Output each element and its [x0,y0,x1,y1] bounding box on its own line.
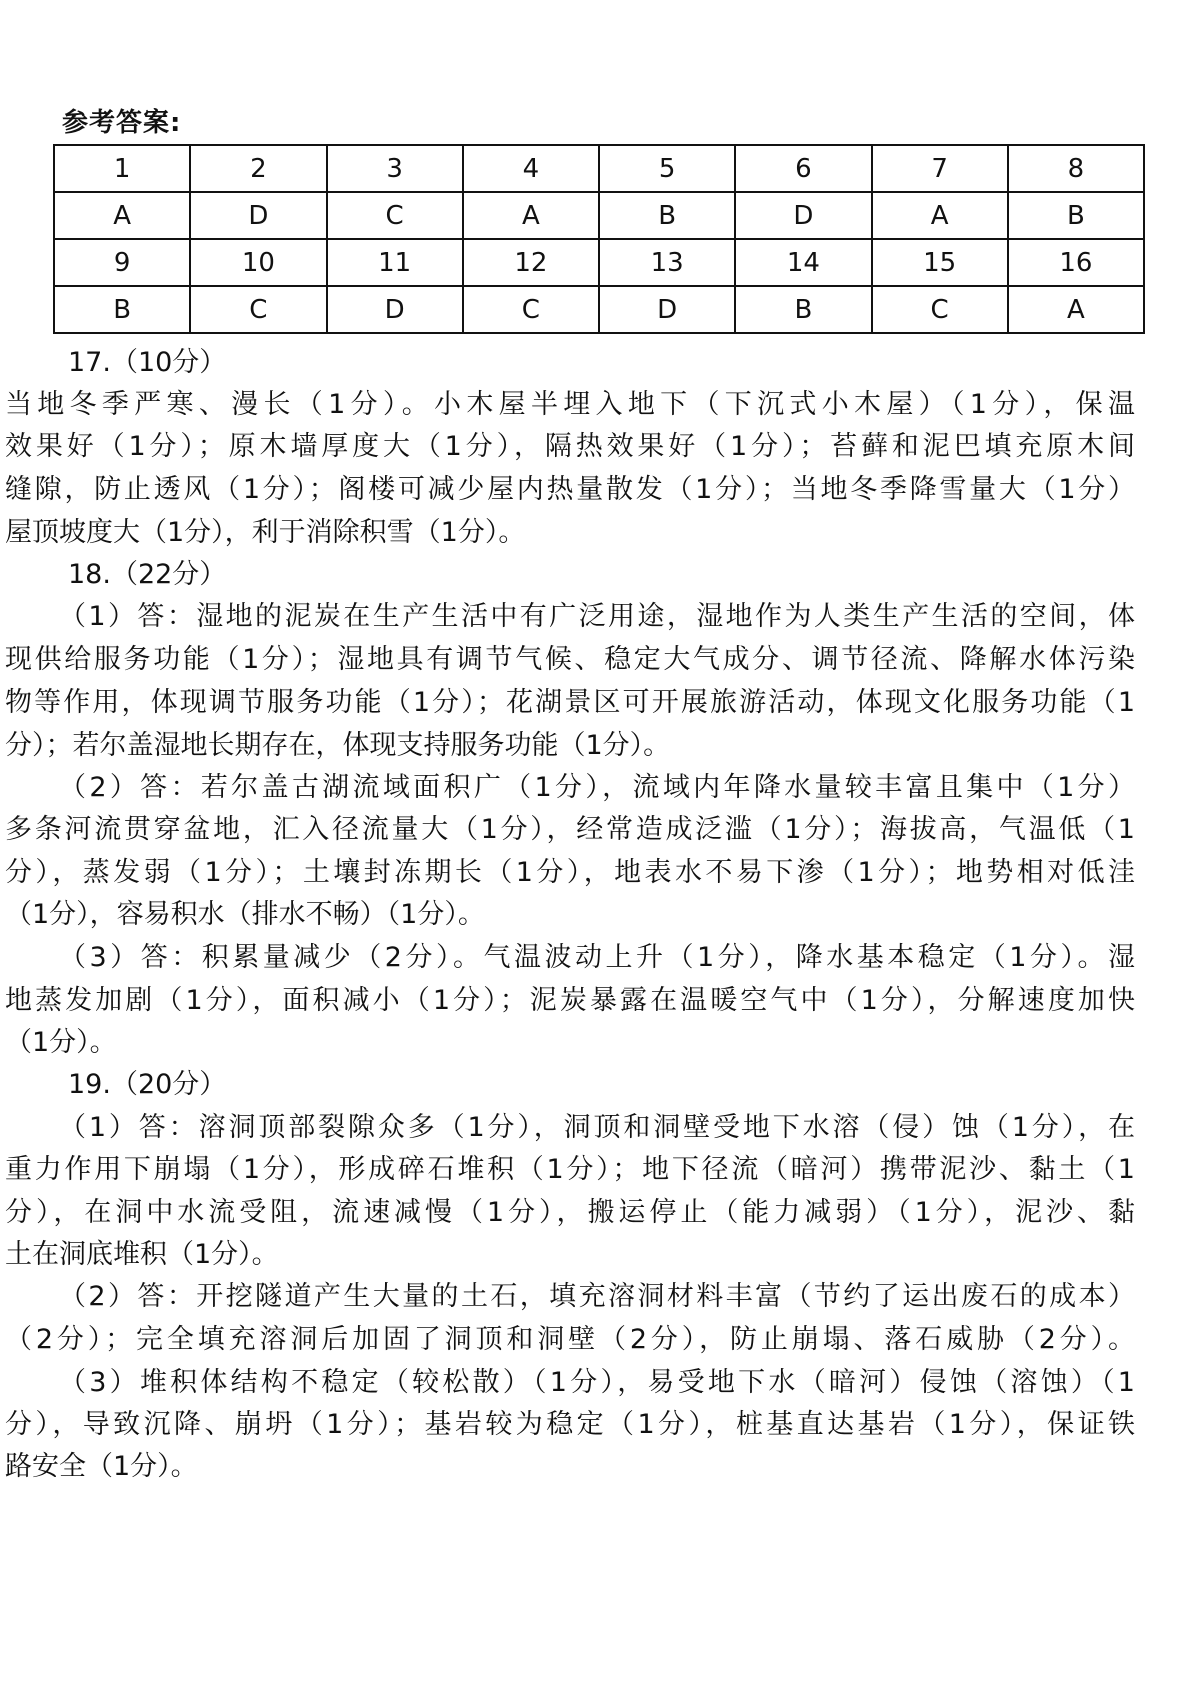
question-number-cell: 16 [1008,239,1144,286]
answer-text-line [0,1147,1200,1193]
line-text: （1）答：湿地的泥炭在生产生活中有广泛用途，湿地作为人类生产生活的空间，体 [59,601,1135,632]
answer-cell: C [190,286,326,333]
answer-cell: B [54,286,190,333]
answer-cell: A [1008,286,1144,333]
answer-text-line [0,723,1200,769]
line-text: 分）；若尔盖湿地长期存在，体现支持服务功能（1分）。 [5,730,671,761]
question-heading [0,552,1200,598]
question-number-cell: 13 [599,239,735,286]
question-number-cell: 8 [1008,145,1144,192]
line-text: 分），在洞中水流受阻，流速减慢（1分），搬运停止（能力减弱）（1分），泥沙、黏 [5,1197,1135,1228]
question-number-cell: 6 [735,145,871,192]
question-number-cell: 15 [872,239,1008,286]
answer-cell: D [599,286,735,333]
answer-cell: B [599,192,735,239]
answer-text-line [0,765,1200,811]
question-number-cell: 9 [54,239,190,286]
answer-cell: C [327,192,463,239]
answer-cell: D [327,286,463,333]
answer-text-line [0,382,1200,428]
answer-text-line [0,978,1200,1024]
answer-cell: D [735,192,871,239]
question-heading [0,1062,1200,1108]
question-number-cell: 3 [327,145,463,192]
answer-text-line [0,1232,1200,1278]
answer-row [54,192,1144,239]
answer-text-line [0,935,1200,981]
line-text: 缝隙，防止透风（1分）；阁楼可减少屋内热量散发（1分）；当地冬季降雪量大（1分） [5,474,1135,505]
answer-table [53,144,1145,334]
question-number-cell: 10 [190,239,326,286]
line-text: （1分）。 [5,1027,117,1058]
question-number-cell: 1 [54,145,190,192]
answer-text-line [0,510,1200,556]
question-number-cell: 7 [872,145,1008,192]
line-text: 现供给服务功能（1分）；湿地具有调节气候、稳定大气成分、调节径流、降解水体污染 [5,644,1135,675]
line-text: 分），蒸发弱（1分）；土壤封冻期长（1分），地表水不易下渗（1分）；地势相对低洼 [5,857,1135,888]
answer-cell: B [735,286,871,333]
line-text: 分），导致沉降、崩坍（1分）；基岩较为稳定（1分），桩基直达基岩（1分），保证铁 [5,1409,1135,1440]
line-text: 重力作用下崩塌（1分），形成碎石堆积（1分）；地下径流（暗河）携带泥沙、黏土（1 [5,1154,1135,1185]
line-text: （1分），容易积水（排水不畅）（1分）。 [5,899,485,930]
answer-cell: A [463,192,599,239]
answer-text-line [0,594,1200,640]
line-text: （3）答：积累量减少（2分）。气温波动上升（1分），降水基本稳定（1分）。湿 [59,942,1135,973]
answer-text-line [0,1402,1200,1448]
answer-cell: A [54,192,190,239]
answer-text-line [0,1105,1200,1151]
line-text: （2）答：若尔盖古湖流域面积广（1分），流域内年降水量较丰富且集中（1分） [59,772,1135,803]
answer-text-line [0,850,1200,896]
answer-text-line [0,1190,1200,1236]
answer-row [54,286,1144,333]
answer-cell: C [872,286,1008,333]
answer-text-line [0,467,1200,513]
answer-cell: C [463,286,599,333]
answer-text-line [0,1020,1200,1066]
line-text: 19.（20分） [68,1069,227,1100]
line-text: （2分）；完全填充溶洞后加固了洞顶和洞壁（2分），防止崩塌、落石威胁（2分）。 [5,1324,1135,1355]
line-text: 路安全（1分）。 [5,1451,198,1482]
line-text: 效果好（1分）；原木墙厚度大（1分），隔热效果好（1分）；苔藓和泥巴填充原木间 [5,431,1135,462]
line-text: 17.（10分） [68,347,227,378]
question-number-cell: 4 [463,145,599,192]
line-text: 土在洞底堆积（1分）。 [5,1239,279,1270]
question-number-cell: 12 [463,239,599,286]
answer-text-line [0,807,1200,853]
question-heading [0,340,1200,386]
line-text: （3）堆积体结构不稳定（较松散）（1分），易受地下水（暗河）侵蚀（溶蚀）（1 [59,1367,1135,1398]
line-text: 地蒸发加剧（1分），面积减小（1分）；泥炭暴露在温暖空气中（1分），分解速度加快 [5,985,1135,1016]
question-number-cell: 11 [327,239,463,286]
answer-text-line [0,637,1200,683]
line-text: 当地冬季严寒、漫长（1分）。小木屋半埋入地下（下沉式小木屋）（1分），保温 [5,389,1135,420]
line-text: 物等作用，体现调节服务功能（1分）；花湖景区可开展旅游活动，体现文化服务功能（1 [5,687,1135,718]
answer-text-line [0,1444,1200,1490]
answer-cell: B [1008,192,1144,239]
question-number-cell: 14 [735,239,871,286]
line-text: 屋顶坡度大（1分），利于消除积雪（1分）。 [5,517,526,548]
page-title: 参考答案: [62,108,182,138]
answer-text-line [0,892,1200,938]
question-number-cell: 2 [190,145,326,192]
answer-cell: A [872,192,1008,239]
question-number-row [54,239,1144,286]
question-number-cell: 5 [599,145,735,192]
question-number-row [54,145,1144,192]
line-text: 多条河流贯穿盆地，汇入径流量大（1分），经常造成泛滥（1分）；海拔高，气温低（1 [5,814,1135,845]
line-text: （2）答：开挖隧道产生大量的土石，填充溶洞材料丰富（节约了运出废石的成本） [59,1281,1135,1312]
answer-text-line [0,1317,1200,1363]
answer-text-line [0,680,1200,726]
answer-cell: D [190,192,326,239]
answer-text-line [0,424,1200,470]
line-text: （1）答：溶洞顶部裂隙众多（1分），洞顶和洞壁受地下水溶（侵）蚀（1分），在 [59,1112,1135,1143]
line-text: 18.（22分） [68,559,227,590]
answer-text-line [0,1360,1200,1406]
answer-text-line [0,1274,1200,1320]
